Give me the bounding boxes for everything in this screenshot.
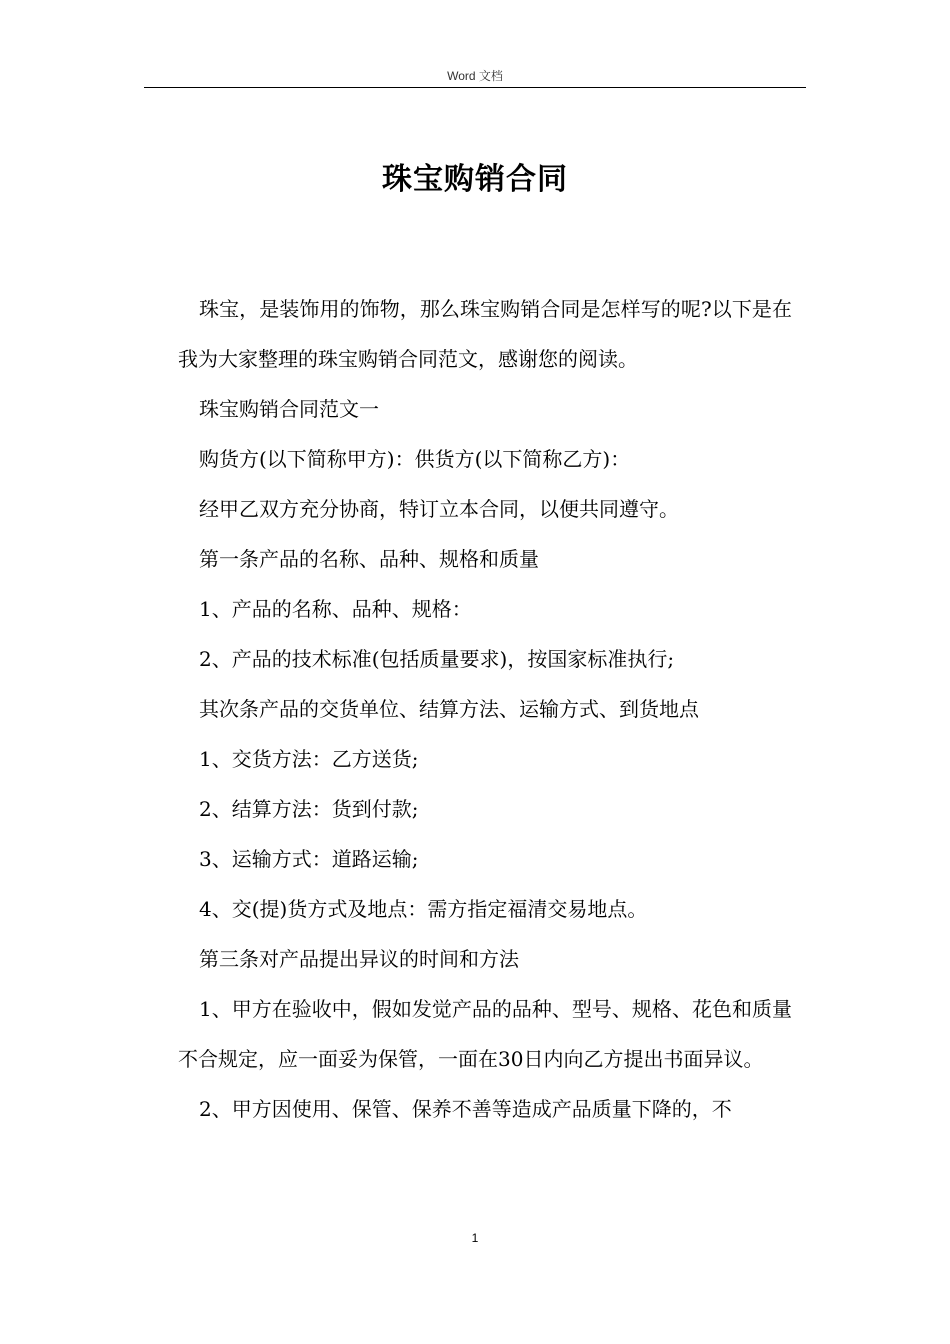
- paragraph-parties: 购货方(以下简称甲方)：供货方(以下简称乙方)：: [199, 447, 631, 471]
- paragraph-article-2-item-2: 2、结算方法：货到付款;: [199, 797, 419, 821]
- paragraph-agreement: 经甲乙双方充分协商，特订立本合同，以便共同遵守。: [199, 497, 679, 521]
- page-number: 1: [471, 1231, 479, 1245]
- paragraph-article-3: 第三条对产品提出异议的时间和方法: [199, 947, 519, 971]
- paragraph-sample-heading: 珠宝购销合同范文一: [199, 397, 379, 421]
- paragraph-article-1: 第一条产品的名称、品种、规格和质量: [199, 547, 539, 571]
- paragraph-article-3-item-2: 2、甲方因使用、保管、保养不善等造成产品质量下降的，不: [199, 1097, 732, 1121]
- document-title: 珠宝购销合同: [382, 162, 568, 197]
- page-header: Word 文档: [447, 69, 503, 83]
- paragraph-article-2-item-1: 1、交货方法：乙方送货;: [199, 747, 419, 771]
- paragraph-article-2-item-3: 3、运输方式：道路运输;: [199, 847, 419, 871]
- document-body: [178, 284, 792, 1134]
- paragraph-article-1-item-1: 1、产品的名称、品种、规格：: [199, 597, 472, 621]
- paragraph-article-1-item-2: 2、产品的技术标准(包括质量要求)，按国家标准执行;: [199, 647, 675, 671]
- paragraph-article-3-item-1: 1、甲方在验收中，假如发觉产品的品种、型号、规格、花色和质量不合规定，应一面妥为保管，一面在30日内向乙方提出书面异议。: [178, 997, 792, 1071]
- paragraph-article-2-item-4: 4、交(提)货方式及地点：需方指定福清交易地点。: [199, 897, 648, 921]
- paragraph-article-2: 其次条产品的交货单位、结算方法、运输方式、到货地点: [199, 697, 699, 721]
- header-divider: [144, 87, 806, 88]
- paragraph-intro: 珠宝，是装饰用的饰物，那么珠宝购销合同是怎样写的呢?以下是在我为大家整理的珠宝购销合同范文，感谢您的阅读。: [178, 297, 792, 371]
